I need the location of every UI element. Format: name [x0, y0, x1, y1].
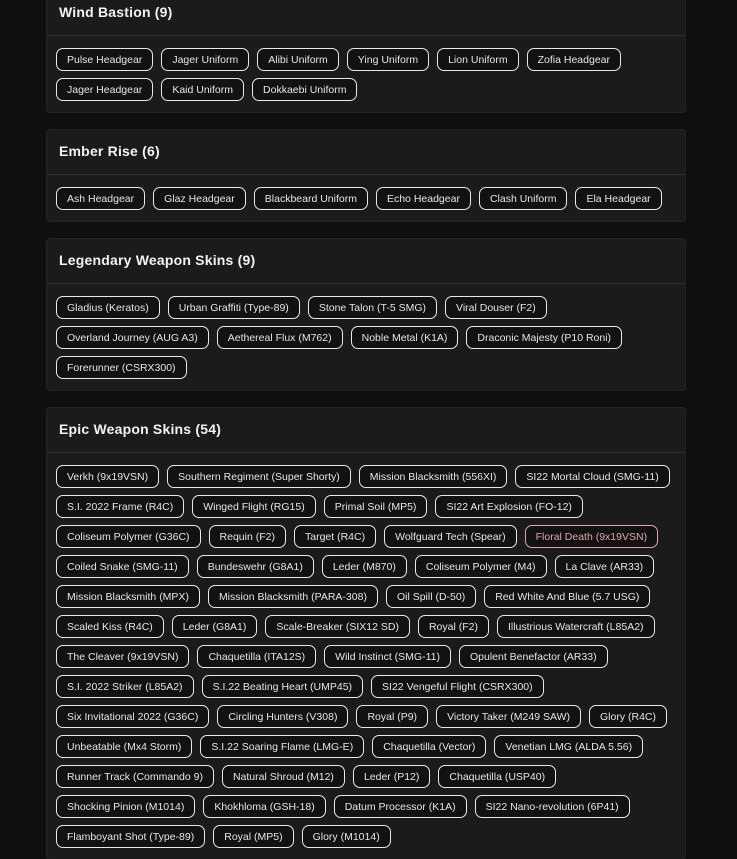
section-header	[47, 239, 685, 284]
chip[interactable]: Stone Talon (T-5 SMG)	[308, 296, 437, 319]
chip[interactable]: Bundeswehr (G8A1)	[197, 555, 314, 578]
chip-list	[47, 453, 685, 859]
chip-list	[47, 36, 685, 112]
chip[interactable]: Coiled Snake (SMG-11)	[56, 555, 189, 578]
chip[interactable]: Clash Uniform	[479, 187, 568, 210]
chip[interactable]: Chaquetilla (Vector)	[372, 735, 486, 758]
section-header	[47, 408, 685, 453]
chip[interactable]: Oil Spill (D-50)	[386, 585, 476, 608]
chip[interactable]: Winged Flight (RG15)	[192, 495, 316, 518]
chip[interactable]: Jager Uniform	[161, 48, 249, 71]
chip[interactable]: Lion Uniform	[437, 48, 519, 71]
chip[interactable]: Shocking Pinion (M1014)	[56, 795, 195, 818]
chip[interactable]: SI22 Nano-revolution (6P41)	[475, 795, 630, 818]
chip[interactable]: The Cleaver (9x19VSN)	[56, 645, 189, 668]
chip[interactable]: Overland Journey (AUG A3)	[56, 326, 209, 349]
chip[interactable]: SI22 Vengeful Flight (CSRX300)	[371, 675, 544, 698]
chip-list	[47, 284, 685, 390]
chip[interactable]: La Clave (AR33)	[555, 555, 655, 578]
chip[interactable]: Noble Metal (K1A)	[351, 326, 459, 349]
chip[interactable]: Dokkaebi Uniform	[252, 78, 357, 101]
chip[interactable]: Red White And Blue (5.7 USG)	[484, 585, 650, 608]
section-legendary-weapon-skins	[46, 238, 686, 391]
section-header	[47, 130, 685, 175]
chip[interactable]: Floral Death (9x19VSN)	[525, 525, 658, 548]
chip[interactable]: Ela Headgear	[575, 187, 661, 210]
chip[interactable]: Urban Graffiti (Type-89)	[168, 296, 300, 319]
chip[interactable]: Southern Regiment (Super Shorty)	[167, 465, 351, 488]
chip[interactable]: Natural Shroud (M12)	[222, 765, 345, 788]
chip[interactable]: Pulse Headgear	[56, 48, 153, 71]
chip[interactable]: Leder (G8A1)	[172, 615, 258, 638]
section-title: Ember Rise (6)	[59, 143, 160, 159]
chip[interactable]: Royal (MP5)	[213, 825, 293, 848]
section-epic-weapon-skins	[46, 407, 686, 859]
chip[interactable]: Scale-Breaker (SIX12 SD)	[265, 615, 410, 638]
chip[interactable]: Leder (P12)	[353, 765, 430, 788]
chip[interactable]: SI22 Art Explosion (FO-12)	[435, 495, 582, 518]
chip[interactable]: Target (R4C)	[294, 525, 376, 548]
chip[interactable]: Circling Hunters (V308)	[217, 705, 348, 728]
chip[interactable]: S.I.22 Beating Heart (UMP45)	[202, 675, 363, 698]
chip[interactable]: Flamboyant Shot (Type-89)	[56, 825, 205, 848]
chip[interactable]: Gladius (Keratos)	[56, 296, 160, 319]
chip[interactable]: Draconic Majesty (P10 Roni)	[466, 326, 622, 349]
chip[interactable]: Ash Headgear	[56, 187, 145, 210]
chip[interactable]: Venetian LMG (ALDA 5.56)	[494, 735, 643, 758]
chip[interactable]: Aethereal Flux (M762)	[217, 326, 343, 349]
chip[interactable]: Unbeatable (Mx4 Storm)	[56, 735, 192, 758]
chip[interactable]: Ying Uniform	[347, 48, 429, 71]
chip[interactable]: Datum Processor (K1A)	[334, 795, 467, 818]
chip-list	[47, 175, 685, 221]
section-title: Epic Weapon Skins (54)	[59, 421, 222, 437]
chip[interactable]: Primal Soil (MP5)	[324, 495, 428, 518]
section-title: Legendary Weapon Skins (9)	[59, 252, 256, 268]
chip[interactable]: Jager Headgear	[56, 78, 153, 101]
chip[interactable]: Opulent Benefactor (AR33)	[459, 645, 608, 668]
chip[interactable]: S.I.22 Soaring Flame (LMG-E)	[200, 735, 364, 758]
chip[interactable]: Glaz Headgear	[153, 187, 246, 210]
chip[interactable]: Mission Blacksmith (PARA-308)	[208, 585, 378, 608]
chip[interactable]: Verkh (9x19VSN)	[56, 465, 159, 488]
section-ember-rise	[46, 129, 686, 222]
chip[interactable]: Alibi Uniform	[257, 48, 339, 71]
chip[interactable]: Scaled Kiss (R4C)	[56, 615, 164, 638]
chip[interactable]: Six Invitational 2022 (G36C)	[56, 705, 209, 728]
chip[interactable]: SI22 Mortal Cloud (SMG-11)	[515, 465, 669, 488]
section-title: Wind Bastion (9)	[59, 4, 173, 20]
chip[interactable]: Royal (P9)	[356, 705, 428, 728]
chip[interactable]: Wild Instinct (SMG-11)	[324, 645, 451, 668]
chip[interactable]: Viral Douser (F2)	[445, 296, 547, 319]
chip[interactable]: Coliseum Polymer (G36C)	[56, 525, 201, 548]
chip[interactable]: Chaquetilla (USP40)	[438, 765, 556, 788]
chip[interactable]: Blackbeard Uniform	[254, 187, 368, 210]
chip[interactable]: Kaid Uniform	[161, 78, 244, 101]
section-wind-bastion	[46, 0, 686, 113]
chip[interactable]: Zofia Headgear	[527, 48, 621, 71]
section-header	[47, 0, 685, 36]
chip[interactable]: Runner Track (Commando 9)	[56, 765, 214, 788]
chip[interactable]: Illustrious Watercraft (L85A2)	[497, 615, 655, 638]
chip[interactable]: Royal (F2)	[418, 615, 489, 638]
chip[interactable]: S.I. 2022 Striker (L85A2)	[56, 675, 194, 698]
chip[interactable]: Chaquetilla (ITA12S)	[197, 645, 316, 668]
chip[interactable]: Mission Blacksmith (556XI)	[359, 465, 508, 488]
chip[interactable]: Echo Headgear	[376, 187, 471, 210]
chip[interactable]: Mission Blacksmith (MPX)	[56, 585, 200, 608]
chip[interactable]: Glory (M1014)	[302, 825, 391, 848]
chip[interactable]: S.I. 2022 Frame (R4C)	[56, 495, 184, 518]
chip[interactable]: Glory (R4C)	[589, 705, 667, 728]
chip[interactable]: Forerunner (CSRX300)	[56, 356, 187, 379]
chip[interactable]: Leder (M870)	[322, 555, 407, 578]
chip[interactable]: Coliseum Polymer (M4)	[415, 555, 547, 578]
chip[interactable]: Victory Taker (M249 SAW)	[436, 705, 581, 728]
chip[interactable]: Khokhloma (GSH-18)	[203, 795, 325, 818]
chip[interactable]: Requin (F2)	[209, 525, 286, 548]
chip[interactable]: Wolfguard Tech (Spear)	[384, 525, 517, 548]
